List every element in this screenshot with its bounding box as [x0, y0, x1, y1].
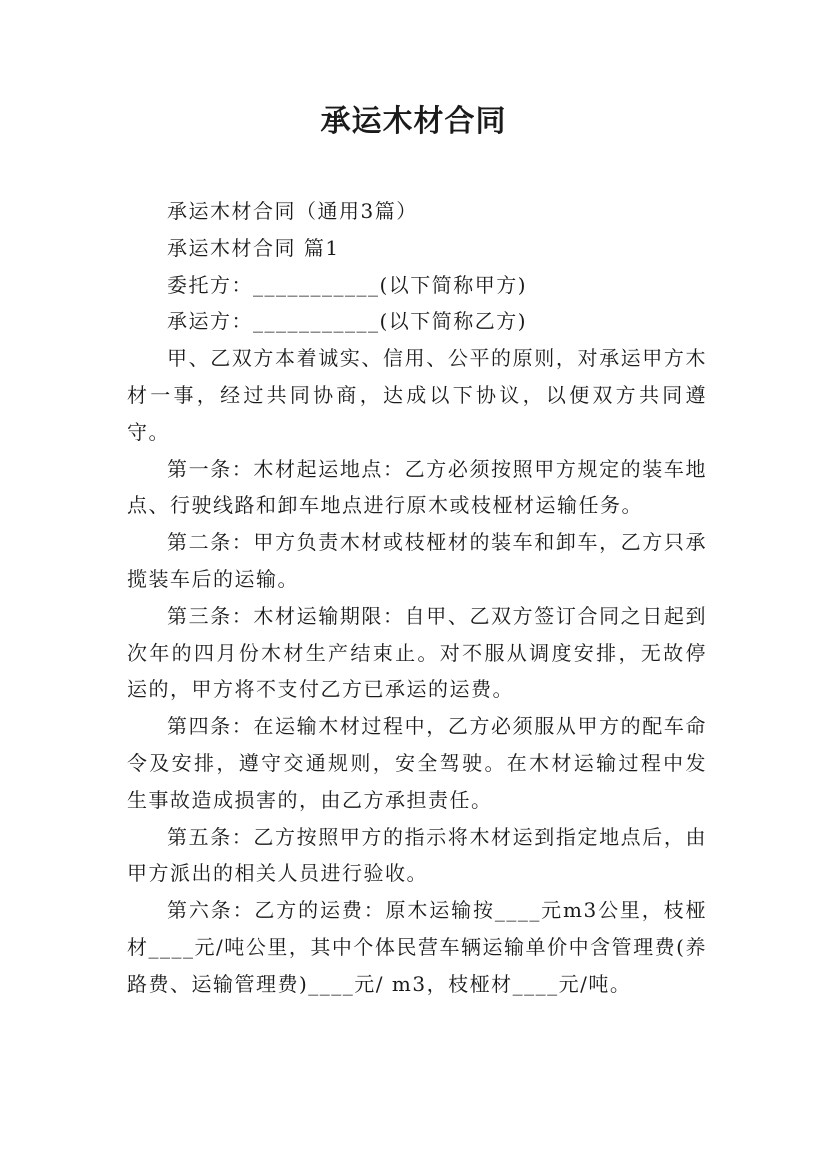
- article-4: 第四条：在运输木材过程中，乙方必须服从甲方的配车命令及安排，遵守交通规则，安全驾驶。在木材运输过程中发生事故造成损害的，由乙方承担责任。: [127, 714, 707, 812]
- document-body: [127, 193, 707, 1003]
- article-3: 第三条：木材运输期限：自甲、乙双方签订合同之日起到次年的四月份木材生产结束止。对不服从调度安排，无故停运的，甲方将不支付乙方已承运的运费。: [127, 603, 707, 702]
- party-consignor: 委托方：___________(以下简称甲方): [167, 272, 528, 297]
- article-1: 第一条：木材起运地点：乙方必须按照甲方规定的装车地点、行驶线路和卸车地点进行原木或枝桠材运输任务。: [127, 456, 707, 518]
- article-5: 第五条：乙方按照甲方的指示将木材运到指定地点后，由甲方派出的相关人员进行验收。: [127, 824, 707, 886]
- preamble-paragraph: 甲、乙双方本着诚实、信用、公平的原则，对承运甲方木材一事，经过共同协商，达成以下协议，以便双方共同遵守。: [127, 346, 707, 444]
- heading-part-1: 承运木材合同 篇1: [167, 235, 340, 260]
- party-carrier: 承运方：___________(以下简称乙方): [167, 309, 528, 334]
- article-6: 第六条：乙方的运费：原木运输按____元m3公里，枝桠材____元/吨公里，其中个体民营车辆运输单价中含管理费(养路费、运输管理费)____元/ m3，枝桠材____元/吨。: [127, 898, 707, 996]
- article-2: 第二条：甲方负责木材或枝桠材的装车和卸车，乙方只承揽装车后的运输。: [127, 530, 707, 591]
- heading-general: 承运木材合同（通用3篇）: [167, 199, 418, 223]
- document-title: 承运木材合同: [320, 104, 507, 139]
